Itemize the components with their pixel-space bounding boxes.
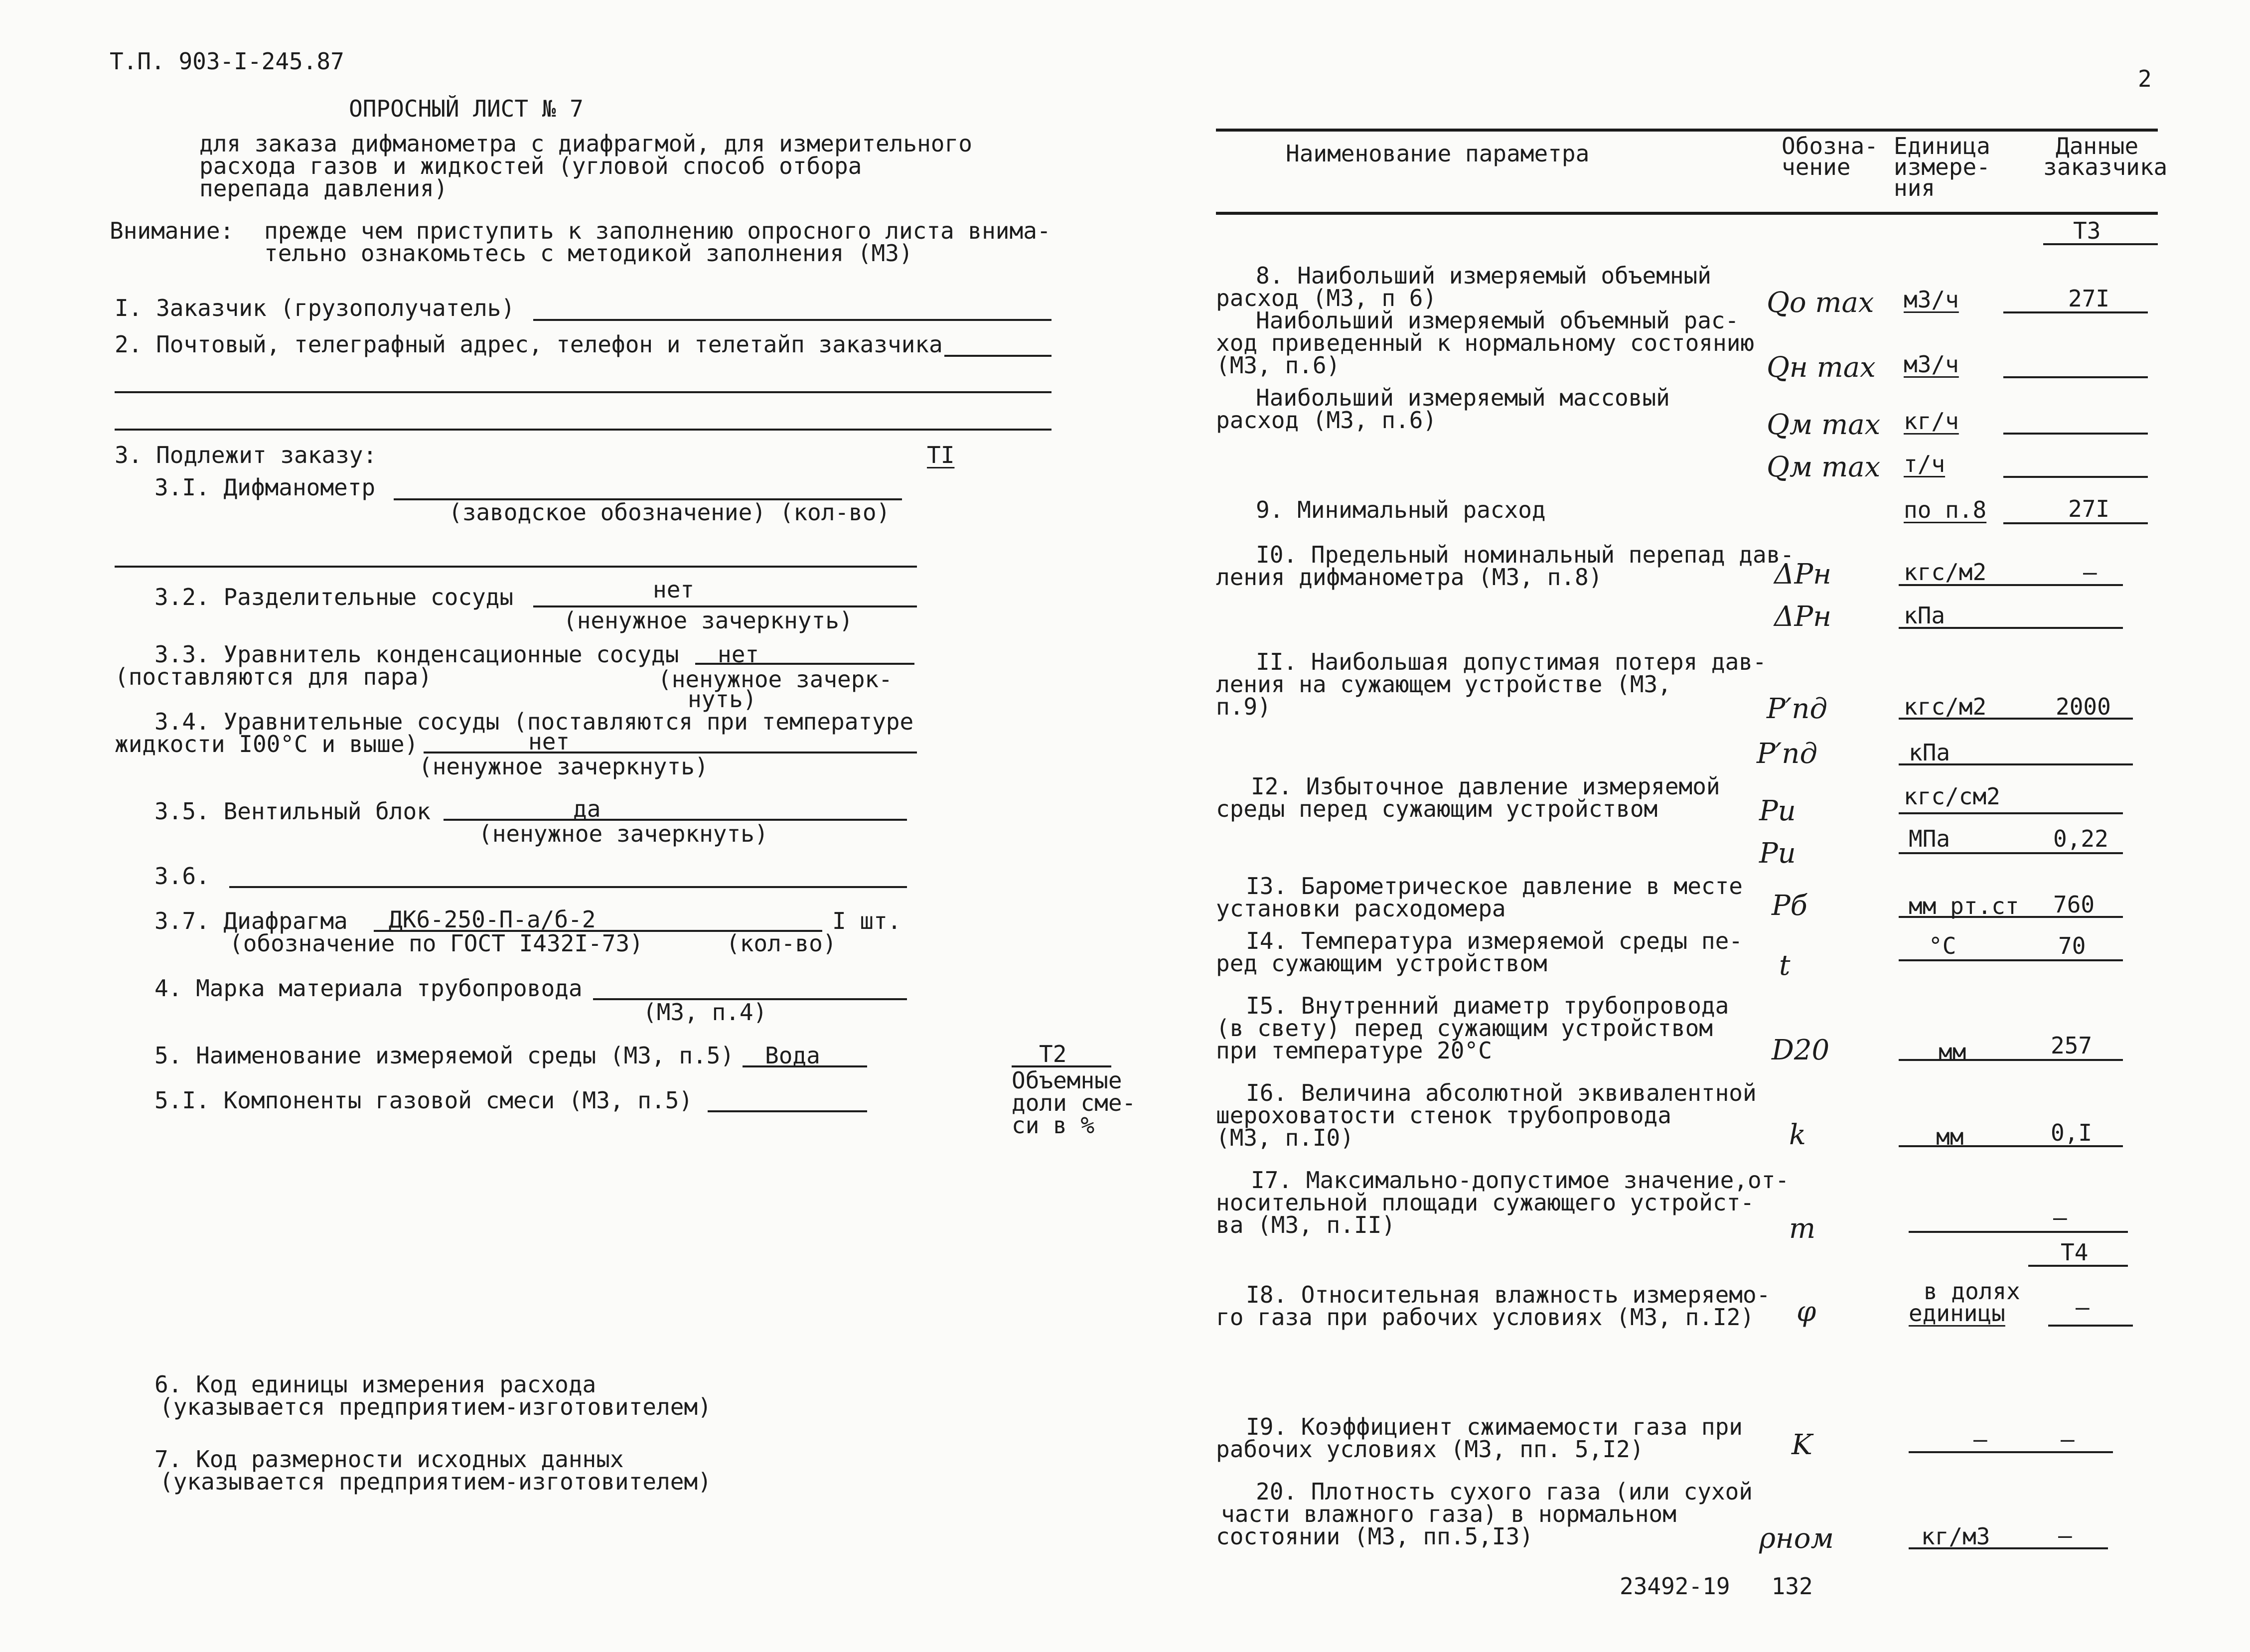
row-12b-unit: МПа (1909, 825, 1950, 852)
header-data-1: Данные (2056, 133, 2139, 159)
item-6-note: (указывается предприятием-изготовителем) (159, 1393, 712, 1420)
tag-t2: T2 (1039, 1041, 1067, 1067)
row-12-label-2: среды перед сужающим устройством (1216, 795, 1658, 822)
header-name: Наименование параметра (1286, 140, 1590, 167)
tag-t3-underline (2043, 243, 2158, 245)
item-6-label: 6. Код единицы измерения расхода (154, 1371, 597, 1398)
row-9-label: 9. Минимальный расход (1256, 496, 1546, 523)
row-8m-label: Наибольший измеряемый массовый (1256, 384, 1670, 411)
row-18-label-2: го газа при рабочих условиях (М3, п.I2) (1216, 1304, 1755, 1331)
attention-line-2: тельно ознакомьтесь с методикой заполнения (М3) (264, 240, 913, 267)
row-11-value: 2000 (2056, 693, 2111, 720)
page-title: ОПРОСНЫЙ ЛИСТ № 7 (349, 95, 584, 122)
row-16-value-line[interactable] (1899, 1145, 2123, 1147)
row-18-symbol: φ (1797, 1296, 1816, 1328)
item-3-6-label: 3.6. (154, 863, 210, 890)
item-5-value: Вода (765, 1042, 820, 1069)
row-11b-unit: кПа (1909, 739, 1950, 766)
row-8-label-2: расход (М3, п 6) (1216, 285, 1437, 311)
row-8m-label-2: расход (М3, п.6) (1216, 407, 1437, 434)
row-17-label-3: ва (М3, п.II) (1216, 1211, 1396, 1238)
row-15-value-line[interactable] (1899, 1059, 2123, 1061)
row-14-label-2: ред сужающим устройством (1216, 950, 1547, 977)
item-3-3-note-1: (ненужное зачерк- (658, 666, 893, 693)
item-7-label: 7. Код размерности исходных данных (154, 1446, 624, 1473)
row-11-unit: кгс/м2 (1904, 693, 1987, 720)
item-3-2-value: нет (653, 576, 695, 603)
row-20-symbol: ρном (1759, 1522, 1834, 1555)
item-5-1-field[interactable] (708, 1110, 867, 1112)
row-8n-label: Наибольший измеряемый объемный рас- (1256, 307, 1739, 334)
row-11-value-line[interactable] (1899, 718, 2133, 720)
row-17-label: I7. Максимально-допустимое значение,от- (1251, 1167, 1790, 1194)
row-14-label: I4. Температура измеряемой среды пе- (1246, 927, 1743, 954)
row-10-value-line[interactable] (1899, 584, 2123, 586)
row-20-value: – (2058, 1522, 2072, 1549)
row-13-label-2: установки расходомера (1216, 895, 1506, 922)
subtitle-line-2: расхода газов и жидкостей (угловой способ отбора (199, 152, 862, 179)
item-5-1-note-2: доли сме- (1012, 1089, 1136, 1116)
header-sym-2: чение (1782, 153, 1851, 180)
row-17-value-line[interactable] (1909, 1231, 2128, 1233)
item-3-4-sub: жидкости I00°С и выше) (115, 731, 419, 757)
row-11b-symbol: P′пд (1757, 738, 1817, 770)
item-3-3-sub: (поставляются для пара) (115, 663, 432, 690)
row-20-label-3: состоянии (М3, пп.5,I3) (1216, 1523, 1533, 1550)
row-8n-symbol: Qн max (1767, 351, 1876, 384)
tag-t4-underline (2028, 1265, 2128, 1267)
row-19-value: – (2061, 1426, 2075, 1453)
row-11-label-2: ления на сужающем устройстве (М3, (1216, 671, 1671, 698)
row-14-value-line[interactable] (1899, 959, 2123, 961)
item-5-1-label: 5.I. Компоненты газовой смеси (М3, п.5) (154, 1087, 693, 1114)
row-16-label: I6. Величина абсолютной эквивалентной (1246, 1079, 1757, 1106)
header-data-2: заказчика (2043, 153, 2168, 180)
item-3-7-note: (обозначение по ГОСТ I432I-73) (кол-во) (229, 930, 837, 957)
item-3-3-value: нет (718, 641, 759, 668)
item-5-field[interactable] (743, 1065, 867, 1067)
row-19-label-2: рабочих условиях (М3, пп. 5,I2) (1216, 1436, 1644, 1463)
page-number: 2 (2138, 65, 2152, 92)
row-10-unit: кгс/м2 (1904, 559, 1987, 586)
row-16-unit: мм (1936, 1123, 1964, 1150)
row-12b-value: 0,22 (2053, 825, 2108, 852)
tag-t1: TI (927, 442, 955, 468)
row-16-label-2: шероховатости стенок трубопровода (1216, 1102, 1671, 1129)
row-8m-unit: кг/ч (1904, 408, 1959, 435)
row-8m2-value-line[interactable] (2003, 476, 2148, 478)
header-unit-3: ния (1894, 174, 1936, 201)
item-3-7-qty: I шт. (832, 907, 901, 934)
item-3-2-label: 3.2. Разделительные сосуды (154, 584, 514, 610)
item-4-label: 4. Марка материала трубопровода (154, 975, 583, 1002)
row-18-value-line[interactable] (2048, 1325, 2133, 1327)
item-3-5-label: 3.5. Вентильный блок (154, 798, 431, 825)
item-3-1-note: (заводское обозначение) (кол-во) (449, 499, 891, 526)
row-8n-label-3: (М3, п.6) (1216, 352, 1341, 379)
row-16-value: 0,I (2051, 1119, 2093, 1146)
row-20-unit: кг/м3 (1921, 1523, 1990, 1550)
row-8m-symbol: Qм max (1767, 409, 1881, 441)
item-3-3-note-2: нуть) (688, 686, 757, 713)
table-top-rule (1216, 129, 2158, 132)
row-8n-unit: м3/ч (1904, 351, 1959, 378)
row-8-value: 27I (2068, 285, 2110, 312)
row-12-value-line[interactable] (1899, 812, 2123, 814)
row-11b-value-line[interactable] (1899, 763, 2133, 765)
item-1-field[interactable] (533, 319, 1051, 321)
row-12-label: I2. Избыточное давление измеряемой (1251, 773, 1720, 800)
item-2-field[interactable] (944, 355, 1051, 357)
row-8-unit: м3/ч (1904, 286, 1959, 313)
row-12b-value-line[interactable] (1899, 852, 2123, 854)
item-3-2-note: (ненужное зачеркнуть) (563, 607, 853, 634)
row-16-label-3: (М3, п.I0) (1216, 1124, 1354, 1151)
header-unit-1: Единица (1894, 133, 1990, 159)
row-20-value-line[interactable] (1909, 1547, 2108, 1549)
item-3-7-value: ДК6-250-П-а/б-2 (389, 906, 596, 933)
subtitle-line-1: для заказа дифманометра с диафрагмой, для измерительного (199, 130, 972, 157)
row-9-value: 27I (2068, 495, 2110, 522)
item-3-4-label: 3.4. Уравнительные сосуды (поставляются при температуре (154, 708, 914, 735)
row-12b-symbol: Pи (1759, 837, 1796, 870)
row-8m2-symbol: Qм max (1767, 451, 1881, 483)
item-3-4-note: (ненужное зачеркнуть) (419, 753, 709, 780)
row-18-unit: в долях (1924, 1278, 2020, 1305)
row-10b-unit: кПа (1904, 602, 1946, 629)
item-4-note: (М3, п.4) (643, 999, 767, 1026)
row-8n-label-2: ход приведенный к нормальному состоянию (1216, 329, 1755, 356)
item-3-1-label: 3.I. Дифманометр (154, 474, 376, 501)
item-3-1-field-line-2[interactable] (115, 566, 917, 568)
doc-code: Т.П. 903-I-245.87 (110, 48, 344, 75)
item-3-4-value: нет (528, 728, 570, 755)
row-13-label: I3. Барометрическое давление в месте (1246, 873, 1743, 900)
row-11-label: II. Наибольшая допустимая потеря дав- (1256, 648, 1767, 675)
item-2-field-line-2[interactable] (115, 391, 1051, 393)
row-13-value-line[interactable] (1899, 916, 2123, 918)
row-15-label-2: (в свету) перед сужающим устройством (1216, 1015, 1713, 1042)
row-19-value-line[interactable] (1909, 1451, 2113, 1453)
row-8m2-unit: т/ч (1904, 451, 1946, 477)
row-20-label: 20. Плотность сухого газа (или сухой (1256, 1478, 1753, 1505)
item-2-field-line-3[interactable] (115, 429, 1051, 431)
item-7-note: (указывается предприятием-изготовителем) (159, 1468, 712, 1495)
row-13-symbol: Pб (1772, 890, 1807, 922)
row-20-label-2: части влажного газа) в нормальном (1221, 1501, 1676, 1527)
tag-t3: T3 (2073, 217, 2101, 244)
attention-line-1: прежде чем приступить к заполнению опросного листа внима- (264, 217, 1051, 244)
row-17-label-2: носительной площади сужающего устройст- (1216, 1189, 1755, 1216)
item-5-label: 5. Наименование измеряемой среды (М3, п.5) (154, 1042, 735, 1069)
row-8-label: 8. Наибольший измеряемый объемный (1256, 262, 1711, 289)
row-14-unit: °С (1929, 932, 1956, 959)
row-8n-value-line[interactable] (2003, 376, 2148, 378)
attention-label: Внимание: (110, 217, 234, 244)
row-9-unit: по п.8 (1904, 496, 1987, 523)
tag-t4: T4 (2061, 1239, 2089, 1266)
row-10-label: I0. Предельный номинальный перепад дав- (1256, 541, 1795, 568)
item-3-3-label: 3.3. Уравнитель конденсационные сосуды (154, 641, 679, 668)
row-17-symbol: m (1789, 1212, 1816, 1245)
header-sym-1: Обозна- (1782, 133, 1878, 159)
item-2-label: 2. Почтовый, телеграфный адрес, телефон и телетайп заказчика (115, 331, 943, 358)
row-19-unit: – (1973, 1426, 1987, 1453)
row-14-value: 70 (2058, 932, 2086, 959)
item-3-5-note: (ненужное зачеркнуть) (478, 820, 768, 847)
item-3-3-field[interactable] (695, 663, 914, 665)
footer-code: 23492-19 132 (1620, 1573, 1813, 1600)
row-9-value-line[interactable] (2003, 522, 2148, 524)
row-19-label: I9. Коэффициент сжимаемости газа при (1246, 1413, 1743, 1440)
header-unit-2: измере- (1894, 153, 1990, 180)
row-15-symbol: D20 (1772, 1034, 1830, 1066)
row-14-symbol: t (1779, 949, 1791, 982)
row-10b-value-line[interactable] (1899, 627, 2123, 629)
row-8-value-line[interactable] (2003, 311, 2148, 313)
row-10-value: – (2083, 559, 2097, 586)
row-18-value: – (2076, 1294, 2090, 1321)
row-12-symbol: Pи (1759, 795, 1796, 827)
row-11-symbol: P′пд (1767, 693, 1827, 725)
item-5-1-note-1: Объемные (1012, 1067, 1122, 1094)
row-10b-symbol: ΔPн (1774, 601, 1832, 633)
item-3-6-field[interactable] (229, 886, 907, 888)
row-11-label-3: п.9) (1216, 693, 1271, 720)
row-15-label-3: при температуре 20°С (1216, 1037, 1492, 1064)
item-3-label: 3. Подлежит заказу: (115, 442, 377, 468)
row-8-symbol: Qo max (1767, 287, 1874, 319)
item-1-label: I. Заказчик (грузополучатель) (115, 295, 515, 321)
item-3-7-label: 3.7. Диафрагма (154, 907, 348, 934)
row-12-unit: кгс/см2 (1904, 783, 2000, 810)
row-18-unit-2: единицы (1909, 1300, 2005, 1327)
row-13-unit: мм рт.ст (1909, 893, 2019, 919)
row-15-value: 257 (2051, 1032, 2093, 1059)
row-17-value: – (2053, 1204, 2067, 1231)
row-19-symbol: K (1792, 1429, 1812, 1461)
row-10-symbol: ΔPн (1774, 558, 1832, 591)
row-15-unit: мм (1939, 1039, 1966, 1065)
row-13-value: 760 (2053, 891, 2095, 918)
row-15-label: I5. Внутренний диаметр трубопровода (1246, 992, 1729, 1019)
subtitle-line-3: перепада давления) (199, 175, 448, 202)
item-3-5-value: да (573, 795, 601, 822)
row-16-symbol: k (1789, 1119, 1806, 1151)
table-header-rule (1216, 212, 2158, 215)
row-10-label-2: ления дифманометра (М3, п.8) (1216, 564, 1603, 591)
row-8m-value-line[interactable] (2003, 433, 2148, 435)
row-18-label: I8. Относительная влажность измеряемо- (1246, 1281, 1771, 1308)
item-5-1-note-3: си в % (1012, 1112, 1095, 1139)
